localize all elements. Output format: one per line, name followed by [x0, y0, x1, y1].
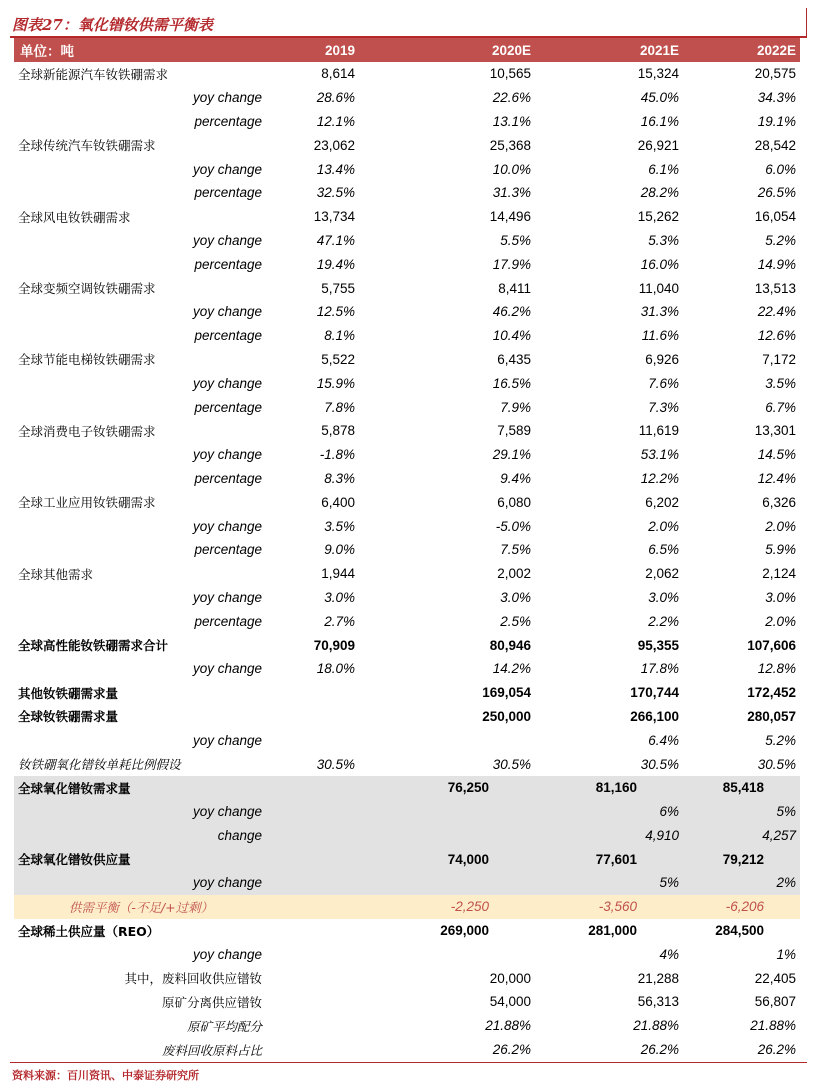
- cell-value: 29.1%: [492, 447, 531, 463]
- cell-value: 6,435: [497, 351, 531, 367]
- cell-value: 10,565: [489, 66, 531, 82]
- table-row: [14, 657, 800, 681]
- cell-value: 8.3%: [324, 470, 355, 486]
- row-label: yoy change: [192, 661, 262, 677]
- cell-value: 2.0%: [765, 613, 796, 629]
- row-label: yoy change: [192, 447, 262, 463]
- table-row: [14, 110, 800, 134]
- cell-value: 19.4%: [316, 256, 355, 272]
- table-row: [14, 181, 800, 205]
- row-label: 全球稀土供应量（REO）: [18, 923, 160, 939]
- table-row: [14, 514, 800, 538]
- row-label: yoy change: [192, 375, 262, 391]
- cell-value: 4,910: [535, 824, 683, 848]
- cell-value: 30.5%: [757, 756, 796, 772]
- header-col-2019: 2019: [264, 38, 359, 62]
- cell-value: 21.88%: [750, 1018, 796, 1034]
- row-label: yoy change: [192, 589, 262, 605]
- row-label: 全球高性能钕铁硼需求合计: [18, 638, 169, 654]
- row-label: 原矿分离供应镨钕: [161, 994, 262, 1010]
- table-row: [14, 942, 800, 966]
- cell-value: 19.1%: [757, 113, 796, 129]
- cell-value: 53.1%: [640, 447, 679, 463]
- cell-value: 18.0%: [316, 661, 355, 677]
- cell-value: 30.5%: [316, 756, 355, 772]
- cell-value: 32.5%: [316, 185, 355, 201]
- cell-value: -3,560: [535, 895, 683, 919]
- row-label: 废料回收原料占比: [161, 1042, 262, 1058]
- cell-value: [264, 966, 359, 990]
- table-row: [14, 919, 800, 943]
- cell-value: [359, 824, 535, 848]
- cell-value: 1,944: [321, 566, 355, 582]
- cell-value: [359, 800, 535, 824]
- cell-value: [264, 705, 359, 729]
- cell-value: 5.2%: [765, 732, 796, 748]
- table-row: [14, 800, 800, 824]
- cell-value: 12.1%: [316, 113, 355, 129]
- table-row: [14, 966, 800, 990]
- table-header-row: [14, 38, 800, 62]
- table-row: [14, 443, 800, 467]
- cell-value: 31.3%: [492, 185, 531, 201]
- cell-value: 47.1%: [316, 232, 355, 248]
- cell-value: 169,054: [482, 685, 531, 701]
- row-label: yoy change: [14, 871, 264, 895]
- cell-value: 6.5%: [648, 542, 679, 558]
- cell-value: 30.5%: [640, 756, 679, 772]
- cell-value: 80,946: [489, 637, 531, 653]
- cell-value: 25,368: [489, 137, 531, 153]
- table-row: [14, 871, 800, 895]
- table-row: [14, 633, 800, 657]
- cell-value: 21.88%: [485, 1018, 531, 1034]
- table-row: [14, 609, 800, 633]
- cell-value: 3.0%: [648, 589, 679, 605]
- table-row: [14, 562, 800, 586]
- row-label: 全球风电钕铁硼需求: [18, 209, 131, 225]
- table-row: [14, 776, 800, 800]
- cell-value: 5,522: [321, 351, 355, 367]
- table-row: [14, 62, 800, 86]
- cell-value: 284,500: [715, 923, 764, 939]
- cell-value: 16.1%: [640, 113, 679, 129]
- cell-value: 4,257: [683, 824, 800, 848]
- cell-value: [264, 919, 359, 943]
- cell-value: 13,301: [754, 423, 796, 439]
- cell-value: 5.2%: [765, 232, 796, 248]
- cell-value: 28,542: [754, 137, 796, 153]
- header-unit-label: 单位：吨: [14, 38, 264, 62]
- row-label: 原矿平均配分: [186, 1018, 262, 1034]
- table-row: [14, 348, 800, 372]
- cell-value: 16,054: [754, 209, 796, 225]
- cell-value: 172,452: [747, 685, 796, 701]
- cell-value: 3.0%: [765, 589, 796, 605]
- cell-value: [264, 728, 359, 752]
- cell-value: 20,575: [754, 66, 796, 82]
- cell-value: 45.0%: [640, 90, 679, 106]
- row-label: 供需平衡（-不足/+过剩）: [14, 895, 264, 919]
- table-row: [14, 252, 800, 276]
- cell-value: 54,000: [489, 994, 531, 1010]
- cell-value: [264, 776, 359, 800]
- cell-value: 21.88%: [633, 1018, 679, 1034]
- cell-value: 20,000: [489, 970, 531, 986]
- cell-value: 46.2%: [492, 304, 531, 320]
- cell-value: 14,496: [489, 209, 531, 225]
- cell-value: 26.2%: [640, 1042, 679, 1058]
- cell-value: 12.2%: [640, 470, 679, 486]
- row-label: percentage: [194, 399, 262, 415]
- cell-value: 3.0%: [500, 589, 531, 605]
- cell-value: 95,355: [637, 637, 679, 653]
- cell-value: 56,313: [637, 994, 679, 1010]
- cell-value: 8,614: [321, 66, 355, 82]
- cell-value: 6.0%: [765, 161, 796, 177]
- table-row: [14, 490, 800, 514]
- cell-value: 5.5%: [500, 232, 531, 248]
- row-label: percentage: [194, 256, 262, 272]
- row-label: 全球氧化镨钕供应量: [14, 847, 264, 871]
- cell-value: [359, 728, 535, 752]
- cell-value: [359, 871, 535, 895]
- page-title: 图表27：氧化镨钕供需平衡表: [12, 16, 213, 34]
- cell-value: 26.5%: [757, 185, 796, 201]
- header-col-2022e: 2022E: [683, 38, 800, 62]
- cell-value: [264, 1038, 359, 1062]
- cell-value: 269,000: [440, 923, 489, 939]
- row-label: percentage: [194, 328, 262, 344]
- cell-value: 30.5%: [492, 756, 531, 772]
- table-row: [14, 990, 800, 1014]
- row-label: change: [14, 824, 264, 848]
- cell-value: [264, 895, 359, 919]
- cell-value: 6,202: [645, 494, 679, 510]
- table-row: [14, 538, 800, 562]
- cell-value: 8,411: [498, 280, 531, 296]
- cell-value: 12.4%: [757, 470, 796, 486]
- cell-value: 2.0%: [648, 518, 679, 534]
- row-label: 全球氧化镨钕需求量: [14, 776, 264, 800]
- table-row: [14, 728, 800, 752]
- row-label: yoy change: [192, 946, 262, 962]
- row-label: percentage: [194, 470, 262, 486]
- cell-value: 7,172: [762, 351, 796, 367]
- table-row: [14, 895, 800, 919]
- table-row: [14, 681, 800, 705]
- cell-value: 5%: [683, 800, 800, 824]
- cell-value: 107,606: [747, 637, 796, 653]
- row-label: yoy change: [192, 90, 262, 106]
- cell-value: 22,405: [754, 970, 796, 986]
- cell-value: 15,262: [637, 209, 679, 225]
- table-row: [14, 752, 800, 776]
- cell-value: 6,080: [497, 494, 531, 510]
- cell-value: 6,926: [645, 351, 679, 367]
- cell-value: 13,734: [313, 209, 355, 225]
- cell-value: -2,250: [359, 895, 535, 919]
- cell-value: 22.6%: [492, 90, 531, 106]
- cell-value: 17.9%: [492, 256, 531, 272]
- cell-value: 15,324: [637, 66, 679, 82]
- table-row: [14, 371, 800, 395]
- table-row: [14, 586, 800, 610]
- cell-value: 280,057: [747, 708, 796, 724]
- table-row: [14, 157, 800, 181]
- cell-value: 11,040: [638, 280, 679, 296]
- header-col-2020e: 2020E: [359, 38, 535, 62]
- row-label: percentage: [194, 542, 262, 558]
- row-label: 全球其他需求: [18, 566, 94, 582]
- table-row: [14, 395, 800, 419]
- cell-value: [359, 942, 535, 966]
- row-label: yoy change: [192, 518, 262, 534]
- row-label: 全球消费电子钕铁硼需求: [18, 423, 156, 439]
- cell-value: 266,100: [630, 708, 679, 724]
- cell-value: 6.7%: [765, 399, 796, 415]
- source-note: 资料来源：百川资讯、中泰证券研究所: [12, 1069, 199, 1082]
- table-row: [14, 276, 800, 300]
- cell-value: 81,160: [535, 776, 683, 800]
- cell-value: [264, 681, 359, 705]
- row-label: 全球工业应用钕铁硼需求: [18, 495, 156, 511]
- header-col-2021e: 2021E: [535, 38, 683, 62]
- cell-value: 6.1%: [648, 161, 679, 177]
- cell-value: 76,250: [359, 776, 535, 800]
- footer-rule: [10, 1062, 807, 1063]
- cell-value: 6,400: [321, 494, 355, 510]
- cell-value: 13.1%: [492, 113, 531, 129]
- cell-value: 5%: [535, 871, 683, 895]
- cell-value: 8.1%: [324, 328, 355, 344]
- cell-value: 2,124: [762, 566, 796, 582]
- cell-value: 2,002: [497, 566, 531, 582]
- table-row: [14, 324, 800, 348]
- cell-value: -6,206: [683, 895, 800, 919]
- cell-value: 170,744: [630, 685, 679, 701]
- cell-value: [264, 824, 359, 848]
- cell-value: 2,062: [645, 566, 679, 582]
- cell-value: 6.4%: [648, 732, 679, 748]
- row-label: percentage: [194, 113, 262, 129]
- cell-value: 2.0%: [765, 518, 796, 534]
- cell-value: 10.4%: [492, 328, 531, 344]
- cell-value: 3.0%: [324, 589, 355, 605]
- table-row: [14, 705, 800, 729]
- cell-value: 17.8%: [640, 661, 679, 677]
- cell-value: [264, 871, 359, 895]
- cell-value: 26,921: [637, 137, 679, 153]
- cell-value: 77,601: [535, 847, 683, 871]
- cell-value: [264, 990, 359, 1014]
- cell-value: 5.3%: [648, 232, 679, 248]
- row-label: 全球节能电梯钕铁硼需求: [18, 352, 156, 368]
- cell-value: 3.5%: [324, 518, 355, 534]
- cell-value: 12.6%: [757, 328, 796, 344]
- cell-value: 16.0%: [640, 256, 679, 272]
- cell-value: 281,000: [588, 923, 637, 939]
- row-label: 其他钕铁硼需求量: [18, 685, 119, 701]
- cell-value: 5.9%: [765, 542, 796, 558]
- cell-value: 7.9%: [500, 399, 531, 415]
- cell-value: 3.5%: [765, 375, 796, 391]
- cell-value: 34.3%: [757, 90, 796, 106]
- row-label: 全球新能源汽车钕铁硼需求: [18, 66, 169, 82]
- cell-value: 7.8%: [324, 399, 355, 415]
- cell-value: 6%: [535, 800, 683, 824]
- cell-value: 2.7%: [324, 613, 355, 629]
- row-label: percentage: [194, 185, 262, 201]
- cell-value: 250,000: [482, 708, 531, 724]
- row-label: 全球钕铁硼需求量: [18, 709, 119, 725]
- table-row: [14, 847, 800, 871]
- cell-value: 22.4%: [757, 304, 796, 320]
- cell-value: [264, 942, 359, 966]
- cell-value: 26.2%: [492, 1042, 531, 1058]
- row-label: yoy change: [192, 304, 262, 320]
- cell-value: 11,619: [638, 423, 679, 439]
- row-label: percentage: [194, 613, 262, 629]
- cell-value: 11.6%: [641, 328, 679, 344]
- table-row: [14, 467, 800, 491]
- cell-value: 21,288: [637, 970, 679, 986]
- cell-value: 23,062: [313, 137, 355, 153]
- row-label: yoy change: [14, 800, 264, 824]
- cell-value: [264, 800, 359, 824]
- cell-value: 74,000: [359, 847, 535, 871]
- row-label: 全球变频空调钕铁硼需求: [18, 281, 156, 297]
- cell-value: 79,212: [683, 847, 800, 871]
- table-row: [14, 1014, 800, 1038]
- cell-value: 2.5%: [500, 613, 531, 629]
- cell-value: 4%: [659, 946, 679, 962]
- cell-value: 7.5%: [500, 542, 531, 558]
- row-label: 钕铁硼氧化镨钕单耗比例假设: [18, 757, 181, 772]
- cell-value: 28.6%: [316, 90, 355, 106]
- cell-value: 1%: [776, 946, 796, 962]
- cell-value: 5,878: [321, 423, 355, 439]
- cell-value: 2%: [683, 871, 800, 895]
- row-label: 全球传统汽车钕铁硼需求: [18, 138, 156, 154]
- row-label: yoy change: [192, 161, 262, 177]
- cell-value: 13.4%: [316, 161, 355, 177]
- row-label: yoy change: [192, 732, 262, 748]
- supply-demand-table: [14, 38, 800, 1061]
- cell-value: -5.0%: [495, 518, 531, 534]
- row-label: 其中，废料回收供应镨钕: [124, 971, 262, 987]
- table-row: [14, 824, 800, 848]
- table-row: [14, 86, 800, 110]
- cell-value: 15.9%: [316, 375, 355, 391]
- cell-value: 70,909: [313, 637, 355, 653]
- cell-value: 7.3%: [648, 399, 679, 415]
- table-row: [14, 300, 800, 324]
- table-row: [14, 205, 800, 229]
- table-body: [14, 62, 800, 1061]
- cell-value: 5,755: [321, 280, 355, 296]
- cell-value: 85,418: [683, 776, 800, 800]
- cell-value: 26.2%: [757, 1042, 796, 1058]
- table-row: [14, 419, 800, 443]
- cell-value: 16.5%: [492, 375, 531, 391]
- row-label: yoy change: [192, 232, 262, 248]
- cell-value: [264, 1014, 359, 1038]
- cell-value: 31.3%: [640, 304, 679, 320]
- title-divider: [806, 8, 807, 38]
- cell-value: 7,589: [497, 423, 531, 439]
- cell-value: -1.8%: [319, 447, 355, 463]
- table-row: [14, 133, 800, 157]
- cell-value: 14.9%: [757, 256, 796, 272]
- cell-value: 6,326: [762, 494, 796, 510]
- cell-value: 9.0%: [324, 542, 355, 558]
- table-row: [14, 1038, 800, 1062]
- cell-value: 9.4%: [500, 470, 531, 486]
- cell-value: 56,807: [754, 994, 796, 1010]
- cell-value: 12.8%: [757, 661, 796, 677]
- cell-value: [264, 847, 359, 871]
- cell-value: 13,513: [754, 280, 796, 296]
- cell-value: 14.2%: [492, 661, 531, 677]
- cell-value: 2.2%: [648, 613, 679, 629]
- cell-value: 10.0%: [492, 161, 531, 177]
- cell-value: 28.2%: [640, 185, 679, 201]
- cell-value: 14.5%: [757, 447, 796, 463]
- table-row: [14, 229, 800, 253]
- cell-value: 12.5%: [316, 304, 355, 320]
- cell-value: 7.6%: [648, 375, 679, 391]
